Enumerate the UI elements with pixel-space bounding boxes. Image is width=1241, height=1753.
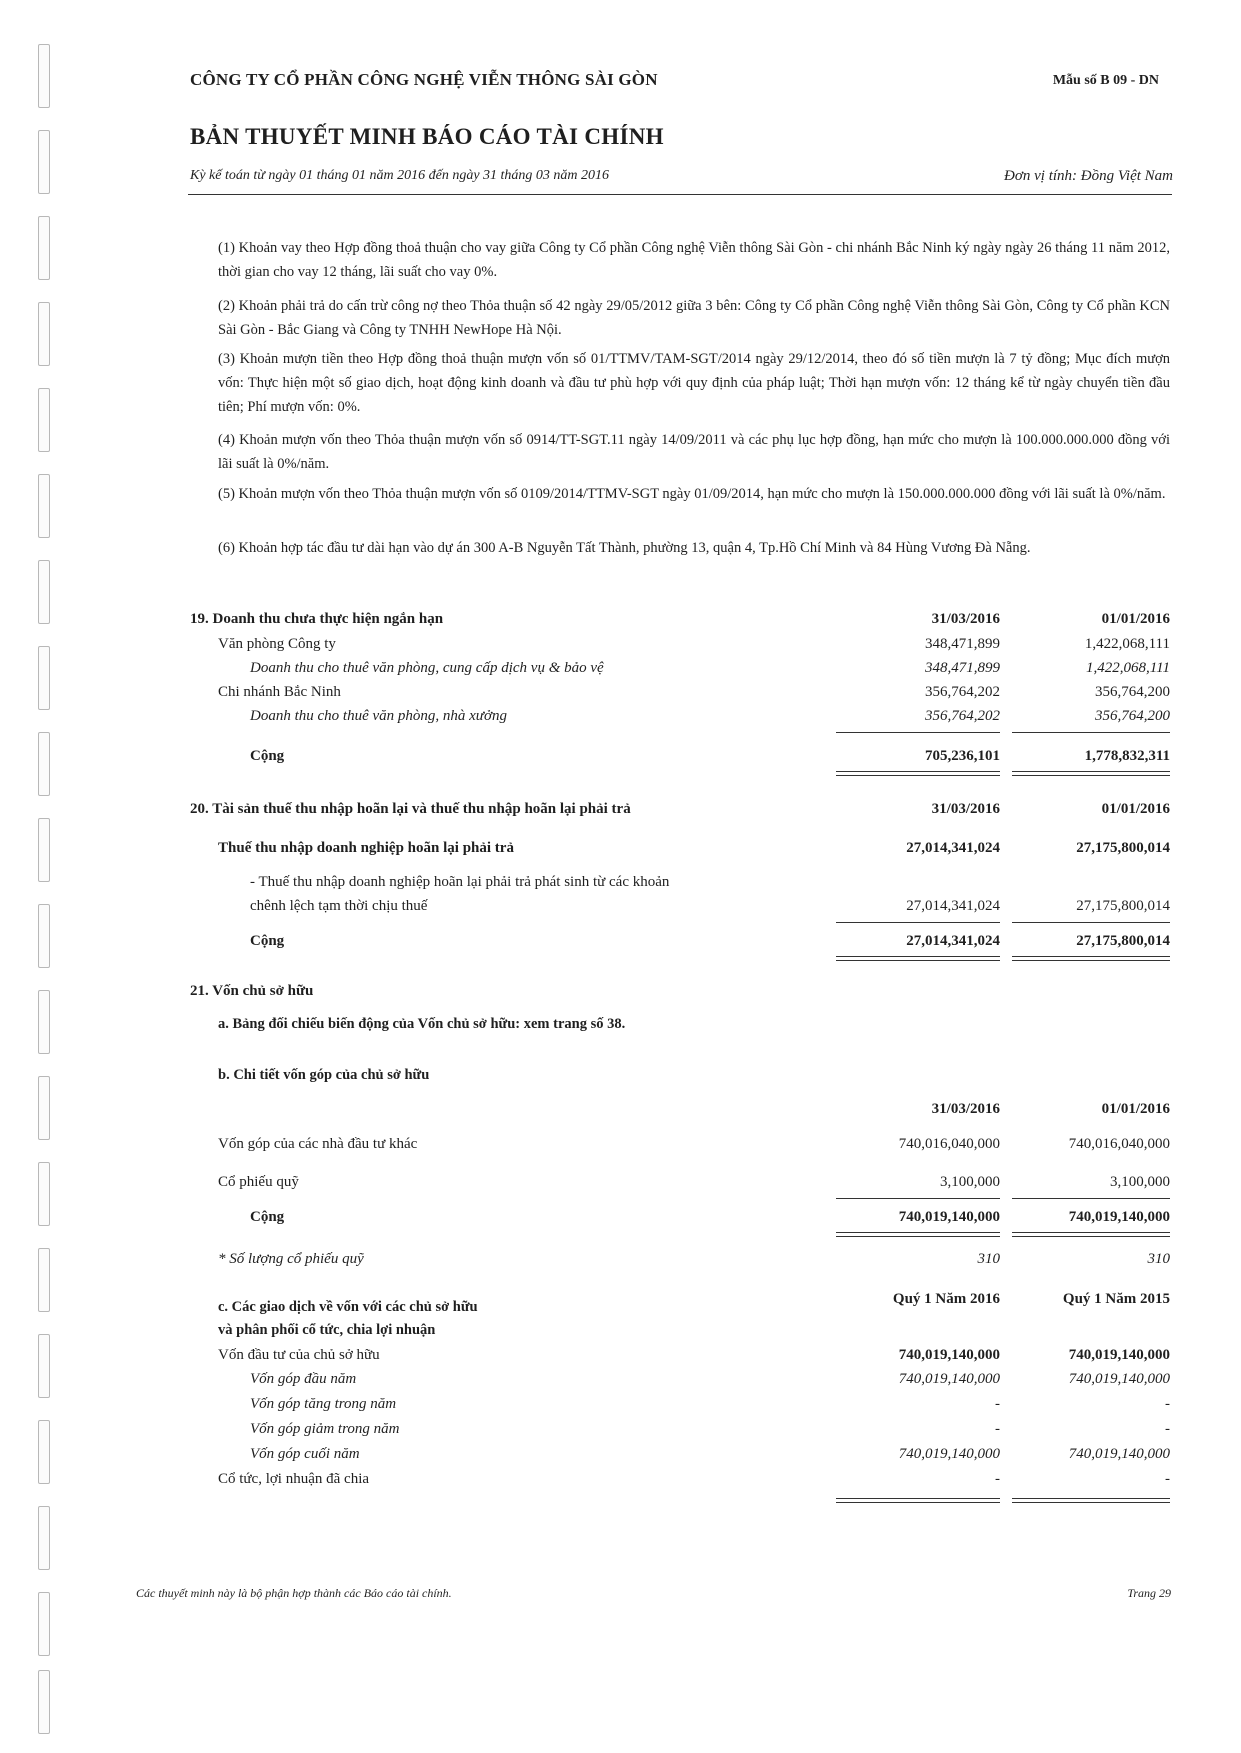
- treasury-shares-count-1: 310: [977, 1251, 1000, 1267]
- table-row-label: Doanh thu cho thuê văn phòng, nhà xưởng: [250, 708, 507, 724]
- s21c-head-label: Vốn đầu tư của chủ sở hữu: [218, 1347, 380, 1363]
- total-double-rule: [836, 1232, 1000, 1237]
- subtotal-rule: [836, 922, 1000, 923]
- total-double-rule: [1012, 771, 1170, 776]
- subtotal-rule: [836, 732, 1000, 733]
- s21c-col-header-2: Quý 1 Năm 2015: [1062, 1291, 1170, 1307]
- note-3: (3) Khoản mượn tiền theo Hợp đồng thoả thuận mượn vốn số 01/TTMV/TAM-SGT/2014 ngày 29/12/2014, theo đó số tiền mượn là 7 tỷ đồng; Mục đích mượn vốn: Thực hiện một số giao dịch, hoạt động kinh doanh và đầu tư phù hợp với quy định của pháp luật; Thời hạn mượn vốn: 12 tháng kể từ ngày chuyển tiền đầu tiên; Phí mượn vốn: 0%.: [218, 351, 1170, 415]
- table-cell: 740,019,140,000: [898, 1446, 1000, 1462]
- dividends-value-1: -: [995, 1471, 1000, 1487]
- table-row-label: Cổ phiếu quỹ: [218, 1174, 299, 1190]
- s21b-col-header-2: 01/01/2016: [1101, 1101, 1170, 1117]
- total-double-rule: [836, 771, 1000, 776]
- s20-item-label-line1: - Thuế thu nhập doanh nghiệp hoãn lại phải trả phát sinh từ các khoản: [250, 874, 670, 890]
- s21-c-title-line1: c. Các giao dịch về vốn với các chủ sở hữu: [218, 1299, 478, 1315]
- section-19-title: 19. Doanh thu chưa thực hiện ngắn hạn: [190, 611, 444, 627]
- company-name: CÔNG TY CỔ PHẦN CÔNG NGHỆ VIỄN THÔNG SÀI GÒN: [190, 70, 658, 89]
- table-row-label: Văn phòng Công ty: [218, 636, 336, 652]
- page-number: Trang 29: [1127, 1586, 1171, 1600]
- table-row-label: Vốn góp giảm trong năm: [250, 1421, 400, 1437]
- dividends-label: Cổ tức, lợi nhuận đã chia: [218, 1471, 370, 1487]
- s21-a-text: a. Bảng đối chiếu biến động của Vốn chủ sở hữu: xem trang số 38.: [218, 1016, 626, 1032]
- s21b-total-label: Cộng: [250, 1209, 285, 1225]
- s20-col-header-1: 31/03/2016: [931, 801, 1000, 817]
- s20-item-label-line2: chênh lệch tạm thời chịu thuế: [250, 898, 428, 914]
- s21-b-title: b. Chi tiết vốn góp của chủ sở hữu: [218, 1067, 430, 1083]
- s20-item-value-1: 27,014,341,024: [906, 898, 1000, 914]
- s19-col-header-2: 01/01/2016: [1101, 611, 1170, 627]
- table-cell: -: [995, 1396, 1000, 1412]
- table-row-label: Vốn góp cuối năm: [250, 1446, 360, 1462]
- s21b-total-value-1: 740,019,140,000: [898, 1209, 1000, 1225]
- subtotal-rule: [1012, 732, 1170, 733]
- table-cell: 740,019,140,000: [1068, 1371, 1170, 1387]
- s20-item-value-2: 27,175,800,014: [1076, 898, 1170, 914]
- s21c-head-value-1: 740,019,140,000: [898, 1347, 1000, 1363]
- table-cell: -: [1165, 1421, 1170, 1437]
- table-cell: -: [995, 1421, 1000, 1437]
- s19-col-header-1: 31/03/2016: [931, 611, 1000, 627]
- table-cell: 740,016,040,000: [1068, 1136, 1170, 1152]
- table-row-label: Chi nhánh Bắc Ninh: [218, 684, 341, 700]
- s20-col-header-2: 01/01/2016: [1101, 801, 1170, 817]
- total-double-rule: [836, 956, 1000, 961]
- document-title: BẢN THUYẾT MINH BÁO CÁO TÀI CHÍNH: [190, 124, 664, 149]
- note-5: (5) Khoản mượn vốn theo Thỏa thuận mượn vốn số 0109/2014/TTMV-SGT ngày 01/09/2014, hạn mức cho mượn là 150.000.000.000 đồng với lãi suất là 0%/năm.: [218, 486, 1166, 502]
- s21c-col-header-1: Quý 1 Năm 2016: [892, 1291, 1000, 1307]
- s21b-col-header-1: 31/03/2016: [931, 1101, 1000, 1117]
- s20-total-value-2: 27,175,800,014: [1076, 933, 1170, 949]
- table-cell: 740,019,140,000: [1068, 1446, 1170, 1462]
- table-cell: 356,764,200: [1095, 684, 1170, 700]
- currency-unit: Đơn vị tính: Đồng Việt Nam: [1004, 168, 1173, 184]
- s20-head-label: Thuế thu nhập doanh nghiệp hoãn lại phải trả: [218, 840, 514, 856]
- section-20-title: 20. Tài sản thuế thu nhập hoãn lại và thuế thu nhập hoãn lại phải trả: [190, 801, 631, 817]
- s20-total-value-1: 27,014,341,024: [906, 933, 1000, 949]
- note-6: (6) Khoản hợp tác đầu tư dài hạn vào dự án 300 A-B Nguyễn Tất Thành, phường 13, quận 4, Tp.Hồ Chí Minh và 84 Hùng Vương Đà Nẵng.: [218, 540, 1031, 556]
- s20-head-value-1: 27,014,341,024: [906, 840, 1000, 856]
- table-cell: 3,100,000: [1110, 1174, 1170, 1190]
- s20-head-value-2: 27,175,800,014: [1076, 840, 1170, 856]
- s21c-head-value-2: 740,019,140,000: [1068, 1347, 1170, 1363]
- table-cell: -: [1165, 1396, 1170, 1412]
- table-cell: 348,471,899: [925, 636, 1000, 652]
- reporting-period: Kỳ kế toán từ ngày 01 tháng 01 năm 2016 đến ngày 31 tháng 03 năm 2016: [190, 168, 610, 183]
- subtotal-rule: [1012, 922, 1170, 923]
- note-2: (2) Khoản phải trả do cấn trừ công nợ theo Thỏa thuận số 42 ngày 29/05/2012 giữa 3 bên: Công ty Cổ phần Công nghệ Viễn thông Sài Gòn, Công ty Cổ phần KCN Sài Gòn - Bắc Giang và Công ty TNHH NewHope Hà Nội.: [218, 298, 1170, 338]
- table-cell: 348,471,899: [925, 660, 1000, 676]
- note-1: (1) Khoản vay theo Hợp đồng thoả thuận cho vay giữa Công ty Cổ phần Công nghệ Viễn thông Sài Gòn - chi nhánh Bắc Ninh ký ngày ngày 26 tháng 11 năm 2012, thời gian cho vay 12 tháng, lãi suất cho vay 0%.: [218, 240, 1170, 280]
- header-rule: [188, 194, 1172, 195]
- total-double-rule: [1012, 1498, 1170, 1503]
- table-cell: 3,100,000: [940, 1174, 1000, 1190]
- table-row-label: Doanh thu cho thuê văn phòng, cung cấp dịch vụ & bảo vệ: [250, 660, 604, 676]
- total-double-rule: [1012, 1232, 1170, 1237]
- table-cell: 1,422,068,111: [1085, 660, 1170, 676]
- table-row-label: Vốn góp của các nhà đầu tư khác: [218, 1136, 418, 1152]
- form-number: Mẫu số B 09 - DN: [1052, 73, 1159, 88]
- s20-total-label: Cộng: [250, 933, 285, 949]
- note-4: (4) Khoản mượn vốn theo Thỏa thuận mượn vốn số 0914/TT-SGT.11 ngày 14/09/2011 và các phụ lục hợp đồng, hạn mức cho mượn là 100.000.000.000 đồng với lãi suất là 0%/năm.: [218, 432, 1170, 472]
- treasury-shares-count-2: 310: [1147, 1251, 1170, 1267]
- table-cell: 356,764,202: [925, 708, 1000, 724]
- table-cell: 740,019,140,000: [898, 1371, 1000, 1387]
- dividends-value-2: -: [1165, 1471, 1170, 1487]
- table-row-label: Vốn góp đầu năm: [250, 1371, 357, 1387]
- s19-total-value-2: 1,778,832,311: [1084, 748, 1170, 764]
- total-double-rule: [836, 1498, 1000, 1503]
- s19-total-value-1: 705,236,101: [925, 748, 1000, 764]
- table-cell: 356,764,200: [1095, 708, 1170, 724]
- table-cell: 356,764,202: [925, 684, 1000, 700]
- s21b-total-value-2: 740,019,140,000: [1068, 1209, 1170, 1225]
- table-cell: 740,016,040,000: [898, 1136, 1000, 1152]
- table-cell: 1,422,068,111: [1084, 636, 1170, 652]
- s19-total-label: Cộng: [250, 748, 285, 764]
- total-double-rule: [1012, 956, 1170, 961]
- table-row-label: Vốn góp tăng trong năm: [250, 1396, 397, 1412]
- subtotal-rule: [836, 1198, 1000, 1199]
- section-21-title: 21. Vốn chủ sở hữu: [190, 983, 314, 999]
- treasury-shares-count-label: * Số lượng cổ phiếu quỹ: [218, 1251, 364, 1267]
- footer-note: Các thuyết minh này là bộ phận hợp thành các Báo cáo tài chính.: [136, 1586, 452, 1600]
- subtotal-rule: [1012, 1198, 1170, 1199]
- s21-c-title-line2: và phân phối cổ tức, chia lợi nhuận: [218, 1322, 436, 1338]
